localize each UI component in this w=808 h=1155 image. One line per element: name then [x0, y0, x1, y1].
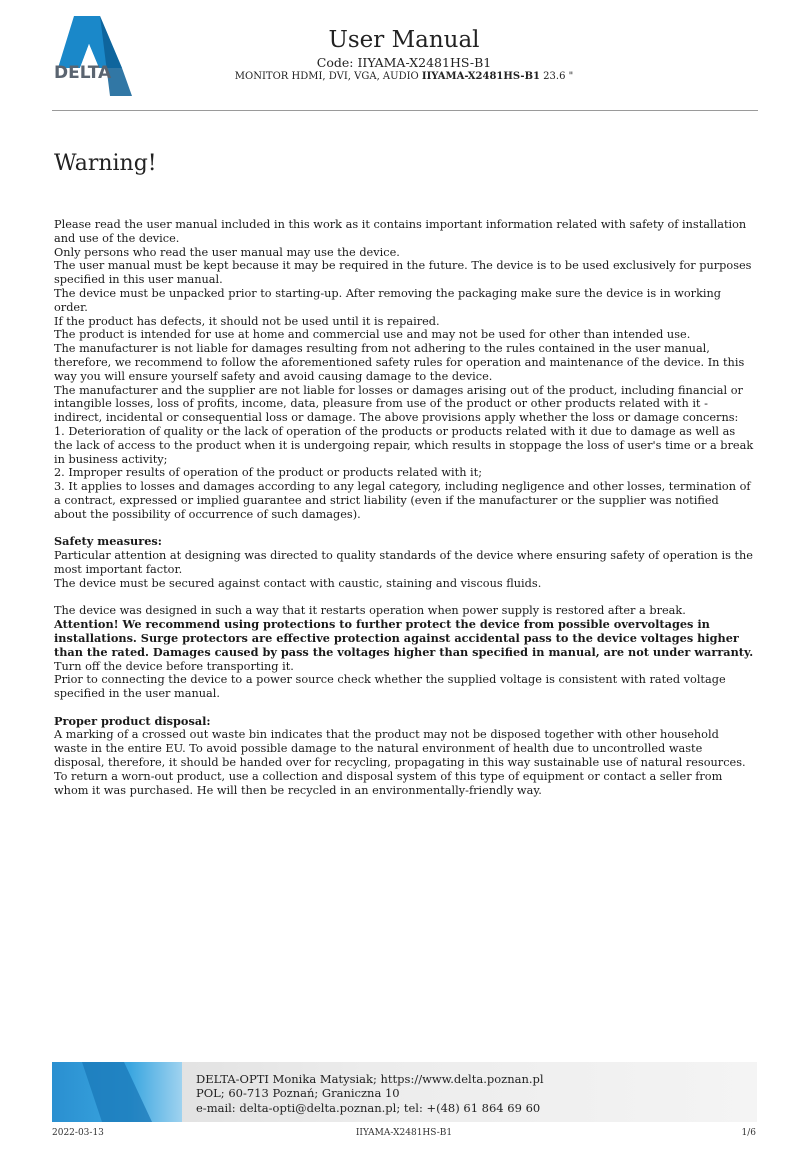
paragraph: The device was designed in such a way that it restarts operation when power supply is restored after a break. [54, 604, 686, 618]
attention-notice: Attention! We recommend using protections to further protect the device from possible overvoltages in installations. Surge protectors are effective protection against accidental pass to the device voltages higher than the rated. Damages caused by pass the voltages higher than specified in manual, are not under warranty. [54, 617, 754, 659]
product-description: MONITOR HDMI, DVI, VGA, AUDIO [234, 71, 422, 82]
document-body [54, 218, 754, 797]
footer-code: IIYAMA-X2481HS-B1 [355, 1128, 453, 1138]
page-title: Warning! [54, 151, 157, 176]
svg-text:DELTA: DELTA [54, 63, 112, 83]
paragraph: The manufacturer is not liable for damages resulting from not adhering to the rules contained in the user manual, therefore, we recommend to follow the aforementioned safety rules for operation and maintenance of the device. In this way you will ensure yourself safety and avoid causing damage to the device. [54, 342, 745, 383]
footer-logo-graphic [52, 1062, 182, 1122]
paragraph: Prior to connecting the device to a power source check whether the supplied voltage is consistent with rated voltage specified in the user manual. [54, 673, 726, 701]
footer-email-phone: e-mail: delta-opti@delta.poznan.pl; tel: +(48) 61 864 69 60 [196, 1100, 541, 1115]
paragraph: Turn off the device before transporting it. [54, 659, 294, 673]
paragraph: A marking of a crossed out waste bin indicates that the product may not be disposed together with other household waste in the entire EU. To avoid possible damage to the natural environment of health due to uncontrolled waste disposal, therefore, it should be handed over for recycling, propagating in this way sustainable use of natural resources. [54, 728, 746, 770]
paragraph: Particular attention at designing was directed to quality standards of the device where ensuring safety of operation is the most important factor. [54, 549, 753, 576]
list-item: 2. Improper results of operation of the product or products related with it; [54, 466, 483, 480]
product-size: 23.6 " [539, 71, 574, 82]
footer-company: DELTA-OPTI Monika Matysiak; https://www.delta.poznan.pl [196, 1072, 544, 1086]
list-item: 1. Deterioration of quality or the lack of operation of the products or products related with it due to damage as well as the lack of access to the product when it is undergoing repair, which results in stoppage the loss of user's time or a break in business activity; [54, 424, 754, 466]
paragraph: To return a worn-out product, use a collection and disposal system of this type of equipment or contact a seller from whom it was purchased. He will then be recycled in an environmentally-friendly way. [54, 769, 723, 797]
disposal-heading: Proper product disposal: [54, 713, 211, 728]
header-code: Code: IIYAMA-X2481HS-B1 [316, 55, 492, 70]
paragraph: The user manual must be kept because it may be required in the future. The device is to be used exclusively for purposes specified in this user manual. [54, 259, 752, 287]
paragraph: The device must be unpacked prior to starting-up. After removing the packaging make sure the device is in working order. [54, 286, 722, 314]
footer-address: POL; 60-713 Poznań; Graniczna 10 [196, 1086, 400, 1101]
footer-date: 2022-03-13 [52, 1128, 104, 1138]
paragraph: The manufacturer and the supplier are not liable for losses or damages arising out of the product, including financial or intangible losses, loss of profits, income, data, pleasure from use of the product or other products related with it - indirect, incidental or consequential loss or damage. The above provisions apply whether the loss or damage concerns: [54, 383, 743, 425]
product-model: IIYAMA-X2481HS-B1 [421, 71, 540, 82]
page-number: 1/6 [741, 1128, 756, 1138]
paragraph: If the product has defects, it should not be used until it is repaired. [54, 314, 440, 328]
list-item: 3. It applies to losses and damages according to any legal category, including negligence and other losses, termination of a contract, expressed or implied guarantee and strict liability (even if the manufacturer or the supplier was notified about the possibility of occurrence of such damages). [54, 480, 751, 521]
paragraph: The device must be secured against contact with caustic, staining and viscous fluids. [54, 576, 542, 590]
paragraph: Please read the user manual included in this work as it contains important information related with safety of installation and use of the device. [54, 218, 747, 245]
safety-heading: Safety measures: [54, 534, 162, 549]
header-product [0, 71, 808, 82]
paragraph: The product is intended for use at home and commercial use and may not be used for other than intended use. [54, 328, 691, 342]
header-divider [52, 110, 758, 111]
paragraph: Only persons who read the user manual may use the device. [54, 245, 400, 259]
footer-contact [196, 1072, 544, 1115]
header-title: User Manual [328, 27, 480, 53]
